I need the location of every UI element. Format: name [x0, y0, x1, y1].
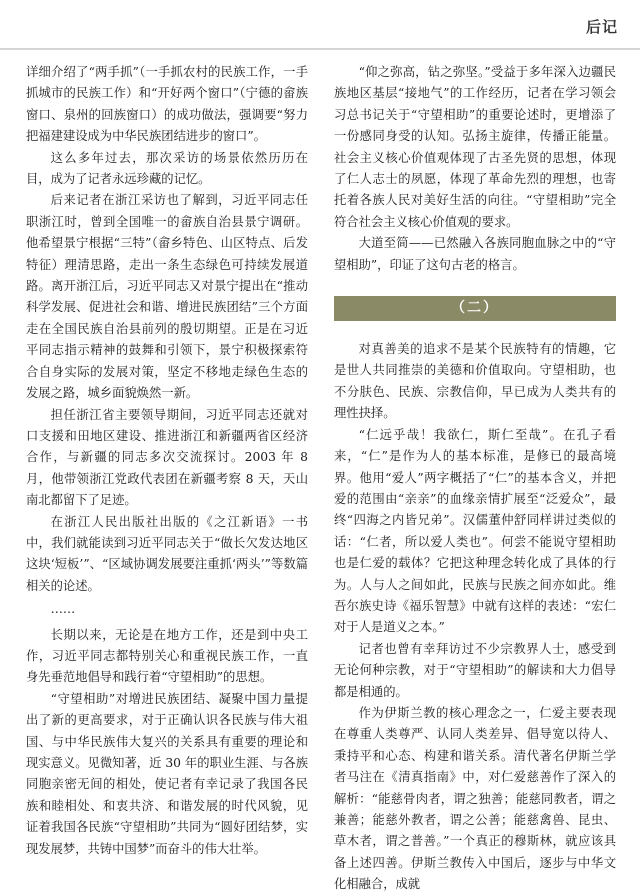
paragraph: 这么多年过去，那次采访的场景依然历历在目，成为了记者永远珍藏的记忆。: [26, 150, 308, 187]
paragraph: “仰之弥高，钻之弥坚。”受益于多年深入边疆民族地区基层“接地气”的工作经历，记者在学习领会习总书记关于“守望相助”的重要论述时，更增添了一份感同身受的认知。弘扬主旋律，传播正能量。社会主义核心价值观体现了古圣先贤的思想，体现了仁人志士的夙愿，体现了革命先烈的理想，也寄托着各族人民对美好生活的向往。“守望相助”完全符合社会主义核心价值观的要求。: [334, 65, 616, 229]
paragraph: 对真善美的追求不是某个民族特有的情趣，它是世人共同推崇的美德和价值取向。守望相助，也不分肤色、民族、宗教信仰，早已成为人类共有的理性抉择。: [334, 342, 616, 421]
paragraph: “守望相助”对增进民族团结、凝聚中国力量提出了新的更高要求，对于正确认识各民族与伟大祖国、与中华民族伟大复兴的关系具有重要的理论和现实意义。见微知著，近 30 年的职业生涯、与各族同胞亲密无间的相处，使记者有幸记录了我国各民族和睦相处、和衷共济、和谐发展的时代风貌，见证着我国各民族“守望相助”共同为“圆好团结梦，实现发展梦，共铸中国梦”而奋斗的伟大壮举。: [26, 691, 308, 856]
paragraph: 作为伊斯兰教的核心理念之一，仁爱主要表现在尊重人类尊严、认同人类差异、倡导宽以待人、秉持平和心态、构建和谐关系。清代著名伊斯兰学者马注在《清真指南》中，对仁爱慈善作了深入的解析：“能慈骨肉者，谓之独善；能慈同教者，谓之兼善；能慈外教者，谓之公善；能慈禽兽、昆虫、草木者，谓之普善。”一个真正的穆斯林，就应该具备上述四善。伊斯兰教传入中国后，逐步与中华文化相融合，成就: [334, 705, 616, 892]
right-column: [334, 62, 616, 896]
paragraph: 担任浙江省主要领导期间，习近平同志还就对口支援和田地区建设、推进浙江和新疆两省区经济合作，与新疆的同志多次交流探讨。2003 年 8 月，他带领浙江党政代表团在新疆考察 8 天，天山南北都留下了足迹。: [26, 407, 308, 508]
ellipsis-separator: ……: [50, 602, 76, 617]
header-rule: [0, 48, 640, 50]
paragraph: 在浙江人民出版社出版的《之江新语》一书中，我们就能读到习近平同志关于“做长欠发达地区这块‘短板’”、“区域协调发展要注重抓‘两头’”等数篇相关的论述。: [26, 514, 308, 593]
paragraph: 详细介绍了“两手抓”（一手抓农村的民族工作，一手抓城市的民族工作）和“开好两个窗口”（宁德的畲族窗口、泉州的回族窗口）的成功做法，强调要“努力把福建建设成为中华民族团结进步的窗口”。: [26, 65, 308, 144]
left-column: [26, 62, 308, 860]
paragraph: 大道至简——已然融入各族同胞血脉之中的“守望相助”，印证了这句古老的格言。: [334, 236, 616, 272]
section-heading: （二）: [451, 300, 499, 317]
paragraph: 记者也曾有幸拜访过不少宗教界人士，感受到无论何种宗教，对于“守望相助”的解读和大力倡导都是相通的。: [334, 641, 616, 699]
running-head: 后记: [585, 18, 618, 36]
paragraph: 后来记者在浙江采访也了解到，习近平同志任职浙江时，曾到全国唯一的畲族自治县景宁调研。他希望景宁根据“三特”（畲乡特色、山区特点、后发特征）理清思路，走出一条生态绿色可持续发展道路。离开浙江后，习近平同志又对景宁提出在“推动科学发展、促进社会和谐、增进民族团结”三个方面走在全国民族自治县前列的殷切期望。正是在习近平同志指示精神的鼓舞和引领下，景宁积极探索符合自身实际的发展对策，坚定不移地走绿色生态的发展之路，城乡面貌焕然一新。: [26, 193, 308, 401]
paragraph: “仁远乎哉！我欲仁，斯仁至哉”。在孔子看来，“仁”是作为人的基本标准，是修已的最高境界。他用“爱人”两字概括了“仁”的基本含义，并把爱的范围由“亲亲”的血缘亲情扩展至“泛爱众”，最终“四海之内皆兄弟”。汉儒董仲舒同样讲过类似的话：“仁者，所以爱人类也”。何尝不能说守望相助也是仁爱的载体？它把这种理念转化成了具体的行为。人与人之间如此，民族与民族之间亦如此。维吾尔族史诗《福乐智慧》中就有这样的表述：“宏仁对于人是道义之本。”: [334, 427, 616, 635]
section-heading-bar: [334, 296, 616, 321]
paragraph: 长期以来，无论是在地方工作，还是到中央工作，习近平同志都特别关心和重视民族工作，一直身先垂范地倡导和践行着“守望相助”的思想。: [26, 627, 308, 685]
